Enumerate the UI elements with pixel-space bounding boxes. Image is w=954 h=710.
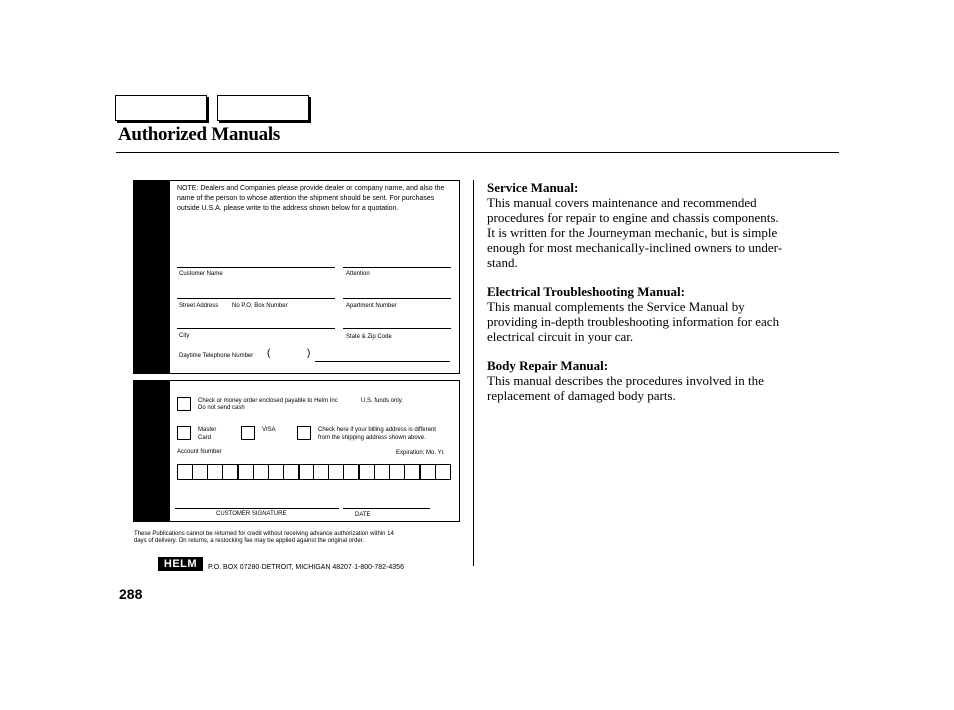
customer-name-label: Customer Name — [179, 271, 223, 277]
account-number-boxes[interactable] — [177, 464, 451, 480]
area-code-open-paren: ( — [267, 348, 271, 359]
customer-name-line[interactable] — [177, 267, 335, 268]
check-money-order-label: Check or money order enclosed payable to Helm Inc — [198, 398, 338, 404]
no-cash-label: Do not send cash — [198, 405, 245, 411]
attention-label: Attention — [346, 271, 370, 277]
visa-checkbox[interactable] — [241, 426, 255, 440]
no-po-box-label: No P.O. Box Number — [232, 303, 288, 309]
visa-label: VISA — [262, 427, 276, 433]
apartment-number-line[interactable] — [343, 298, 451, 299]
service-manual-line: procedures for repair to engine and chassis components. — [487, 210, 779, 225]
date-line[interactable] — [343, 508, 430, 509]
service-manual-line: This manual covers maintenance and recommended — [487, 195, 757, 210]
dealer-note: NOTE: Dealers and Companies please provide dealer or company name, and also the name of the person to whose attention the shipment should be sent. For purchases outside U.S.A. please write to the address shown below for a quotation. — [177, 185, 445, 212]
attention-line[interactable] — [343, 267, 451, 268]
street-address-label: Street Address — [179, 303, 219, 309]
returns-note-line-2: days of delivery. On returns, a restocking fee may be applied against the original order. — [134, 538, 365, 544]
city-line[interactable] — [177, 328, 335, 329]
state-zip-line[interactable] — [343, 328, 451, 329]
mastercard-label-card: Card — [198, 435, 212, 441]
street-address-line[interactable] — [177, 298, 335, 299]
mastercard-label-master: Master — [198, 427, 217, 433]
column-divider — [473, 180, 474, 566]
returns-note-line-1: These Publications cannot be returned for credit without receiving advance authorization within 14 — [134, 531, 394, 537]
body-repair-manual-section — [487, 358, 837, 403]
customer-signature-label: CUSTOMER SIGNATURE — [216, 511, 287, 517]
expiration-label: Expiration: Mo. Yr. — [396, 450, 445, 456]
body-repair-manual-line: replacement of damaged body parts. — [487, 388, 676, 403]
daytime-phone-label: Daytime Telephone Number — [179, 353, 254, 359]
apartment-number-label: Apartment Number — [346, 303, 397, 309]
body-repair-manual-line: This manual describes the procedures involved in the — [487, 373, 764, 388]
customer-signature-line[interactable] — [175, 508, 339, 509]
billing-different-checkbox[interactable] — [297, 426, 311, 440]
service-manual-line: It is written for the Journeyman mechanic, but is simple — [487, 225, 778, 240]
account-number-label: Account Number — [177, 449, 222, 455]
check-money-order-checkbox[interactable] — [177, 397, 191, 411]
helm-logo: HELM — [158, 557, 203, 571]
header-tab-box-left — [115, 95, 207, 121]
payment-side-bar — [134, 381, 170, 521]
header-tab-box-right — [217, 95, 309, 121]
page-number: 288 — [119, 586, 143, 602]
page-title: Authorized Manuals — [118, 124, 280, 145]
service-manual-line: stand. — [487, 255, 518, 270]
area-code-close-paren: ) — [307, 348, 311, 359]
electrical-manual-line: electrical circuit in your car. — [487, 329, 634, 344]
shipping-address-form — [133, 180, 460, 374]
city-label: City — [179, 333, 190, 339]
electrical-manual-heading: Electrical Troubleshooting Manual: — [487, 284, 685, 299]
mastercard-checkbox[interactable] — [177, 426, 191, 440]
service-manual-heading: Service Manual: — [487, 180, 579, 195]
service-manual-line: enough for most mechanically-inclined owners to under- — [487, 240, 783, 255]
form-side-bar — [134, 181, 170, 373]
electrical-manual-line: This manual complements the Service Manual by — [487, 299, 745, 314]
helm-address: P.O. BOX 07280·DETROIT, MICHIGAN 48207·1-800-782-4356 — [208, 564, 404, 571]
us-funds-label: U.S. funds only. — [361, 398, 403, 404]
daytime-phone-line[interactable] — [315, 361, 450, 362]
body-repair-manual-heading: Body Repair Manual: — [487, 358, 609, 373]
state-zip-label: State & Zip Code — [346, 334, 392, 340]
billing-different-label-2: from the shipping address shown above. — [318, 435, 426, 441]
payment-form — [133, 380, 460, 522]
electrical-manual-section — [487, 284, 837, 344]
title-rule — [116, 152, 839, 153]
billing-different-label-1: Check here if your billing address is different — [318, 427, 436, 433]
date-label: DATE — [355, 512, 371, 518]
electrical-manual-line: providing in-depth troubleshooting information for each — [487, 314, 780, 329]
service-manual-section — [487, 180, 837, 270]
manual-descriptions — [487, 180, 837, 417]
